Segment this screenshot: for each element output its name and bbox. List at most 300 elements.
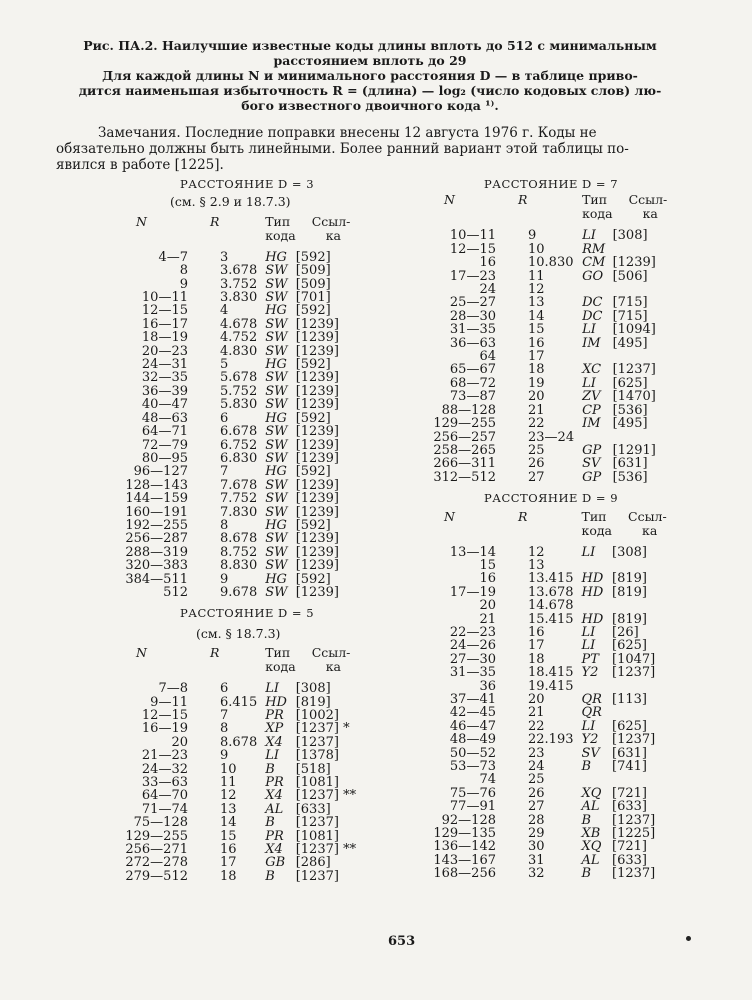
cell-type: SW xyxy=(265,504,288,520)
cell-n: 9 xyxy=(179,276,188,292)
cell-type: AL xyxy=(581,799,600,815)
table-row xyxy=(426,666,692,679)
cell-n: 512 xyxy=(163,584,188,600)
cell-r: 6 xyxy=(220,681,229,697)
cell-ref: [819] xyxy=(612,584,647,600)
table-row xyxy=(118,412,376,425)
cell-n: 88—128 xyxy=(441,402,496,418)
header-cell xyxy=(118,660,188,674)
cell-type xyxy=(574,283,613,296)
cell-ref: [113] xyxy=(612,692,647,707)
table-row xyxy=(426,773,692,786)
header-type: Тип xyxy=(581,508,607,524)
cell-ref: [509] xyxy=(295,276,331,292)
cell-n: 32—35 xyxy=(141,370,188,386)
cell-n: 75—76 xyxy=(449,785,496,801)
cell-type: DC xyxy=(582,295,603,311)
cell-type: HG xyxy=(265,410,287,426)
section-ref-d3: (см. § 2.9 и 18.7.3) xyxy=(170,194,291,210)
cell-n: 36—63 xyxy=(449,335,496,351)
cell-n: 8 xyxy=(179,263,188,279)
cell-n: 64—70 xyxy=(141,788,188,804)
table-row xyxy=(118,304,376,317)
cell-type: SW xyxy=(265,290,288,306)
cell-r: 14 xyxy=(528,308,545,324)
cell-type: HG xyxy=(265,517,287,533)
header-cell: ка xyxy=(325,227,341,243)
cell-ref: [26] xyxy=(612,624,639,640)
table-row xyxy=(426,867,692,880)
header-cell xyxy=(118,229,188,243)
cell-r: 12 xyxy=(528,282,545,298)
cell-ref: [633] xyxy=(612,852,647,868)
cell-n: 65—67 xyxy=(449,362,496,378)
table-row xyxy=(118,816,376,829)
cell-type: QR xyxy=(581,705,602,721)
header-ref: Ссыл- xyxy=(311,645,351,661)
header-r: R xyxy=(518,508,528,524)
cell-ref: [631] xyxy=(612,456,648,472)
cell-type: LI xyxy=(582,322,596,338)
table-row xyxy=(118,789,376,802)
table-row xyxy=(426,599,692,612)
cell-r: 13 xyxy=(528,557,545,573)
table-row xyxy=(118,291,376,304)
caption-line: Для каждой длины N и минимального расстояния D — в таблице приво- xyxy=(102,68,638,83)
table-row xyxy=(118,763,376,776)
cell-ref: [308] xyxy=(612,544,647,560)
cell-n: 68—72 xyxy=(449,375,496,391)
table-row xyxy=(118,586,376,599)
cell-ref: [721] xyxy=(612,839,647,855)
cell-n: 22—23 xyxy=(449,624,496,640)
cell-n: 72—79 xyxy=(141,437,188,453)
cell-n: 24—31 xyxy=(141,357,188,373)
table-row xyxy=(426,854,692,867)
cell-n: 20 xyxy=(171,734,188,750)
cell-ref xyxy=(612,559,692,572)
cell-ref: [308] xyxy=(295,681,331,697)
cell-n: 20—23 xyxy=(141,343,188,359)
cell-ref: [1237] ** xyxy=(295,788,357,804)
cell-r: 21 xyxy=(528,705,545,721)
header-ref: Ссыл- xyxy=(628,508,667,524)
table-row xyxy=(426,350,693,363)
table-row xyxy=(426,270,693,283)
cell-n: 16—19 xyxy=(141,721,188,737)
cell-n: 129—255 xyxy=(433,416,496,432)
cell-ref: [495] xyxy=(612,416,648,432)
right-column xyxy=(426,178,693,881)
table-d9 xyxy=(426,510,693,881)
cell-n: 36—39 xyxy=(141,383,188,399)
header-cell xyxy=(496,207,574,221)
cell-n: 24—26 xyxy=(449,638,496,654)
cell-n: 272—278 xyxy=(125,855,188,871)
cell-r: 19 xyxy=(528,375,545,391)
table-row xyxy=(118,465,376,478)
cell-type: LI xyxy=(581,638,596,654)
cell-r: 17 xyxy=(220,855,237,871)
cell-r: 17 xyxy=(528,349,545,365)
cell-r: 18.415 xyxy=(528,665,574,681)
table-row xyxy=(118,385,376,398)
header-n: N xyxy=(444,508,455,524)
cell-ref: [721] xyxy=(612,785,647,801)
section-title-d5: РАССТОЯНИЕ D = 5 xyxy=(180,606,315,621)
cell-r: 24 xyxy=(528,759,545,775)
table-row xyxy=(426,586,692,599)
cell-ref: [286] xyxy=(295,855,331,871)
cell-type: HD xyxy=(581,584,604,600)
table-row xyxy=(426,613,692,626)
cell-type: SW xyxy=(265,370,288,386)
cell-ref xyxy=(613,350,693,363)
header-n: N xyxy=(136,645,147,661)
section-ref-d5: (см. § 18.7.3) xyxy=(196,625,281,641)
cell-type: SW xyxy=(265,531,288,547)
cell-r: 7.678 xyxy=(220,477,258,493)
cell-n: 15 xyxy=(479,557,496,573)
cell-ref: [1239] xyxy=(295,477,339,493)
cell-r: 28 xyxy=(528,812,545,828)
left-column xyxy=(118,178,376,883)
cell-type: SW xyxy=(265,584,288,600)
cell-n: 74 xyxy=(479,772,496,788)
table-row xyxy=(118,722,376,735)
table-row xyxy=(118,532,376,545)
cell-r: 7.752 xyxy=(220,491,258,507)
caption-line: Рис. ПА.2. Наилучшие известные коды длины вплоть до 512 с минимальным xyxy=(83,38,657,53)
cell-n: 128—143 xyxy=(125,477,188,493)
cell-r: 13 xyxy=(220,801,237,817)
cell-type: SW xyxy=(265,450,288,466)
cell-ref: [1239] xyxy=(295,397,339,413)
table-row xyxy=(426,296,693,309)
cell-n: 64—71 xyxy=(141,424,188,440)
header-type: Тип xyxy=(265,645,291,661)
cell-n: 53—73 xyxy=(449,759,496,775)
table-row xyxy=(426,229,693,242)
table-row xyxy=(118,682,376,695)
cell-ref: [1239] xyxy=(295,531,339,547)
cell-n: 40—47 xyxy=(141,397,188,413)
cell-n: 13—14 xyxy=(449,544,496,560)
cell-ref: [633] xyxy=(295,801,331,817)
cell-type: AL xyxy=(265,801,284,817)
cell-ref: [701] xyxy=(295,290,331,306)
table-row xyxy=(118,519,376,532)
cell-type: QR xyxy=(581,692,602,707)
cell-r: 4.678 xyxy=(220,316,258,332)
table-row xyxy=(426,693,692,706)
table-row xyxy=(118,371,376,384)
cell-n: 9—11 xyxy=(150,694,188,710)
cell-type: B xyxy=(265,868,275,884)
cell-n: 48—49 xyxy=(449,732,496,748)
cell-n: 16 xyxy=(479,571,496,587)
cell-n: 31—35 xyxy=(449,665,496,681)
cell-n: 12—15 xyxy=(141,708,188,723)
cell-ref: [518] xyxy=(295,761,331,777)
cell-type: LI xyxy=(265,748,279,764)
cell-r: 6.678 xyxy=(220,424,258,440)
header-r: R xyxy=(518,192,528,208)
cell-r: 7.830 xyxy=(220,504,258,520)
cell-ref: [506] xyxy=(612,268,648,284)
table-row xyxy=(118,776,376,789)
cell-r: 18 xyxy=(220,868,237,884)
table-row xyxy=(426,243,693,256)
cell-r: 10 xyxy=(220,761,237,777)
cell-n: 312—512 xyxy=(433,469,496,485)
figure-caption xyxy=(50,38,690,113)
table-row xyxy=(426,256,693,269)
cell-type: DC xyxy=(582,308,603,324)
cell-type: AL xyxy=(581,852,600,868)
cell-ref xyxy=(613,283,693,296)
cell-type: RM xyxy=(582,241,606,257)
cell-r: 20 xyxy=(528,692,545,707)
cell-n: 24 xyxy=(479,282,496,298)
cell-ref: [592] xyxy=(295,249,331,265)
cell-type: LI xyxy=(581,544,596,560)
cell-ref: [1239] xyxy=(295,343,339,359)
table-row xyxy=(118,709,376,722)
cell-r: 6.830 xyxy=(220,450,258,466)
cell-ref xyxy=(612,680,692,693)
header-cell xyxy=(426,524,496,538)
bullet-mark xyxy=(686,936,691,941)
cell-r: 26 xyxy=(528,785,545,801)
cell-type: Y2 xyxy=(581,732,599,748)
cell-r: 14.678 xyxy=(528,598,574,614)
cell-r: 10.830 xyxy=(528,255,574,271)
cell-r: 5.752 xyxy=(220,383,258,399)
cell-n: 31—35 xyxy=(449,322,496,338)
cell-ref xyxy=(613,243,693,256)
cell-type: SW xyxy=(265,491,288,507)
cell-n: 25—27 xyxy=(449,295,496,311)
cell-type: CP xyxy=(582,402,601,418)
cell-ref: [1239] xyxy=(295,584,339,600)
table-row xyxy=(426,444,693,457)
cell-n: 16 xyxy=(479,255,496,271)
cell-ref: [592] xyxy=(295,303,331,319)
spacer xyxy=(118,243,376,251)
cell-r: 12 xyxy=(528,544,545,560)
table-row xyxy=(426,377,693,390)
table-row xyxy=(118,870,376,883)
cell-ref: [1237] ** xyxy=(295,842,357,858)
cell-n: 17—23 xyxy=(449,268,496,284)
cell-type: HD xyxy=(581,571,604,587)
cell-n: 46—47 xyxy=(449,718,496,734)
cell-ref: [1378] xyxy=(295,748,339,764)
cell-ref: [536] xyxy=(612,402,648,418)
table-row xyxy=(118,803,376,816)
cell-n: 20 xyxy=(479,598,496,614)
table-row xyxy=(426,680,692,693)
code-table xyxy=(426,193,693,484)
cell-r: 25 xyxy=(528,772,545,788)
cell-ref: [1239] xyxy=(295,544,339,560)
cell-r: 8.830 xyxy=(220,558,258,574)
header-type: Тип xyxy=(265,213,291,229)
table-row xyxy=(426,760,692,773)
cell-ref: [1239] xyxy=(295,491,339,507)
table-row xyxy=(118,264,376,277)
cell-r: 8.678 xyxy=(220,531,258,547)
table-row xyxy=(426,653,692,666)
table-row xyxy=(426,431,693,444)
table-row xyxy=(118,856,376,869)
table-row xyxy=(118,331,376,344)
cell-r: 14 xyxy=(220,815,237,831)
cell-r: 32 xyxy=(528,866,545,882)
cell-type: HD xyxy=(581,611,604,627)
cell-r: 30 xyxy=(528,839,545,855)
cell-n: 36 xyxy=(479,678,496,694)
cell-n: 21—23 xyxy=(141,748,188,764)
section-title-d9: РАССТОЯНИЕ D = 9 xyxy=(484,491,619,506)
table-row xyxy=(118,749,376,762)
cell-r: 8.752 xyxy=(220,544,258,560)
table-row xyxy=(426,457,693,470)
header-cell: ка xyxy=(642,206,658,222)
cell-ref: [1225] xyxy=(612,826,656,842)
table-row xyxy=(118,736,376,749)
cell-n: 12—15 xyxy=(141,303,188,319)
cell-n: 144—159 xyxy=(125,491,188,507)
cell-r: 5 xyxy=(220,357,229,373)
cell-ref: [1094] xyxy=(612,322,656,338)
cell-r: 25 xyxy=(528,442,545,458)
cell-ref: [1237] xyxy=(295,734,339,750)
cell-type: B xyxy=(581,866,592,882)
cell-r: 9 xyxy=(220,571,229,587)
cell-ref: [625] xyxy=(612,718,647,734)
table-row xyxy=(118,278,376,291)
cell-type: GO xyxy=(582,268,604,284)
table-row xyxy=(426,814,692,827)
table-row xyxy=(118,251,376,264)
header-cell xyxy=(188,229,257,243)
cell-ref: [741] xyxy=(612,759,647,775)
cell-ref: [1237] * xyxy=(295,721,350,737)
cell-type: XC xyxy=(582,362,602,378)
header-cell: кода xyxy=(581,522,612,538)
cell-type: X4 xyxy=(265,842,283,858)
cell-ref: [495] xyxy=(612,335,648,351)
table-row xyxy=(426,787,692,800)
cell-r: 27 xyxy=(528,469,545,485)
caption-line: расстоянием вплоть до 29 xyxy=(273,53,467,68)
cell-type: IM xyxy=(582,335,601,351)
cell-ref: [592] xyxy=(295,410,331,426)
cell-r: 10 xyxy=(528,241,545,257)
cell-type: B xyxy=(581,812,592,828)
cell-ref: [1237] xyxy=(295,868,339,884)
cell-ref xyxy=(612,599,692,612)
cell-ref: [1239] xyxy=(295,316,339,332)
table-row xyxy=(118,358,376,371)
section-title-d7: РАССТОЯНИЕ D = 7 xyxy=(484,177,619,191)
cell-r: 20 xyxy=(528,389,545,405)
cell-ref: [715] xyxy=(612,308,648,324)
cell-n: 136—142 xyxy=(433,839,496,855)
cell-n: 10—11 xyxy=(449,228,496,244)
cell-type: CM xyxy=(582,255,606,271)
header-type: Тип xyxy=(582,192,608,208)
cell-n: 50—52 xyxy=(449,745,496,761)
table-row xyxy=(118,425,376,438)
cell-r: 8 xyxy=(220,517,229,533)
table-row xyxy=(118,559,376,572)
cell-n: 7—8 xyxy=(158,681,188,697)
cell-n: 21 xyxy=(479,611,496,627)
cell-n: 80—95 xyxy=(141,450,188,466)
cell-type: HG xyxy=(265,303,287,319)
cell-r: 6.415 xyxy=(220,694,258,710)
code-table xyxy=(426,510,692,881)
cell-r: 22 xyxy=(528,416,545,432)
cell-r: 9 xyxy=(220,748,229,764)
cell-type: HG xyxy=(265,249,287,265)
cell-r: 17 xyxy=(528,638,545,654)
cell-ref: [308] xyxy=(612,228,648,244)
table-row xyxy=(118,546,376,559)
header-cell: ка xyxy=(642,522,658,538)
cell-ref: [1237] xyxy=(612,362,656,378)
cell-type: GP xyxy=(582,469,602,485)
cell-type: HG xyxy=(265,571,287,587)
cell-n: 256—271 xyxy=(125,842,188,858)
cell-n: 37—41 xyxy=(449,692,496,707)
cell-ref: [1239] xyxy=(295,437,339,453)
cell-type: PT xyxy=(581,651,599,667)
cell-type: LI xyxy=(581,718,596,734)
cell-r: 23—24 xyxy=(528,429,575,445)
cell-n: 256—287 xyxy=(125,531,188,547)
header-ref: Ссыл- xyxy=(311,213,351,229)
table-row xyxy=(118,439,376,452)
cell-n: 258—265 xyxy=(433,442,496,458)
cell-ref: [819] xyxy=(612,611,647,627)
cell-type: SW xyxy=(265,263,288,279)
cell-ref: [1239] xyxy=(295,370,339,386)
cell-r: 5.678 xyxy=(220,370,258,386)
cell-r: 15 xyxy=(220,828,237,844)
cell-n: 160—191 xyxy=(125,504,188,520)
table-row xyxy=(426,626,692,639)
spacer xyxy=(118,674,376,682)
cell-n: 384—511 xyxy=(125,571,188,587)
cell-type xyxy=(574,559,613,572)
cell-type: B xyxy=(581,759,592,775)
cell-ref: [1047] xyxy=(612,651,656,667)
cell-ref: [1470] xyxy=(612,389,656,405)
cell-r: 8.678 xyxy=(220,734,258,750)
cell-r: 3.752 xyxy=(220,276,258,292)
cell-type: SW xyxy=(265,316,288,332)
table-row xyxy=(426,363,693,376)
cell-ref: [633] xyxy=(612,799,647,815)
cell-ref: [1237] xyxy=(612,732,656,748)
cell-ref: [715] xyxy=(612,295,648,311)
caption-line: бого известного двоичного кода ¹⁾. xyxy=(241,98,499,113)
table-row xyxy=(426,390,693,403)
